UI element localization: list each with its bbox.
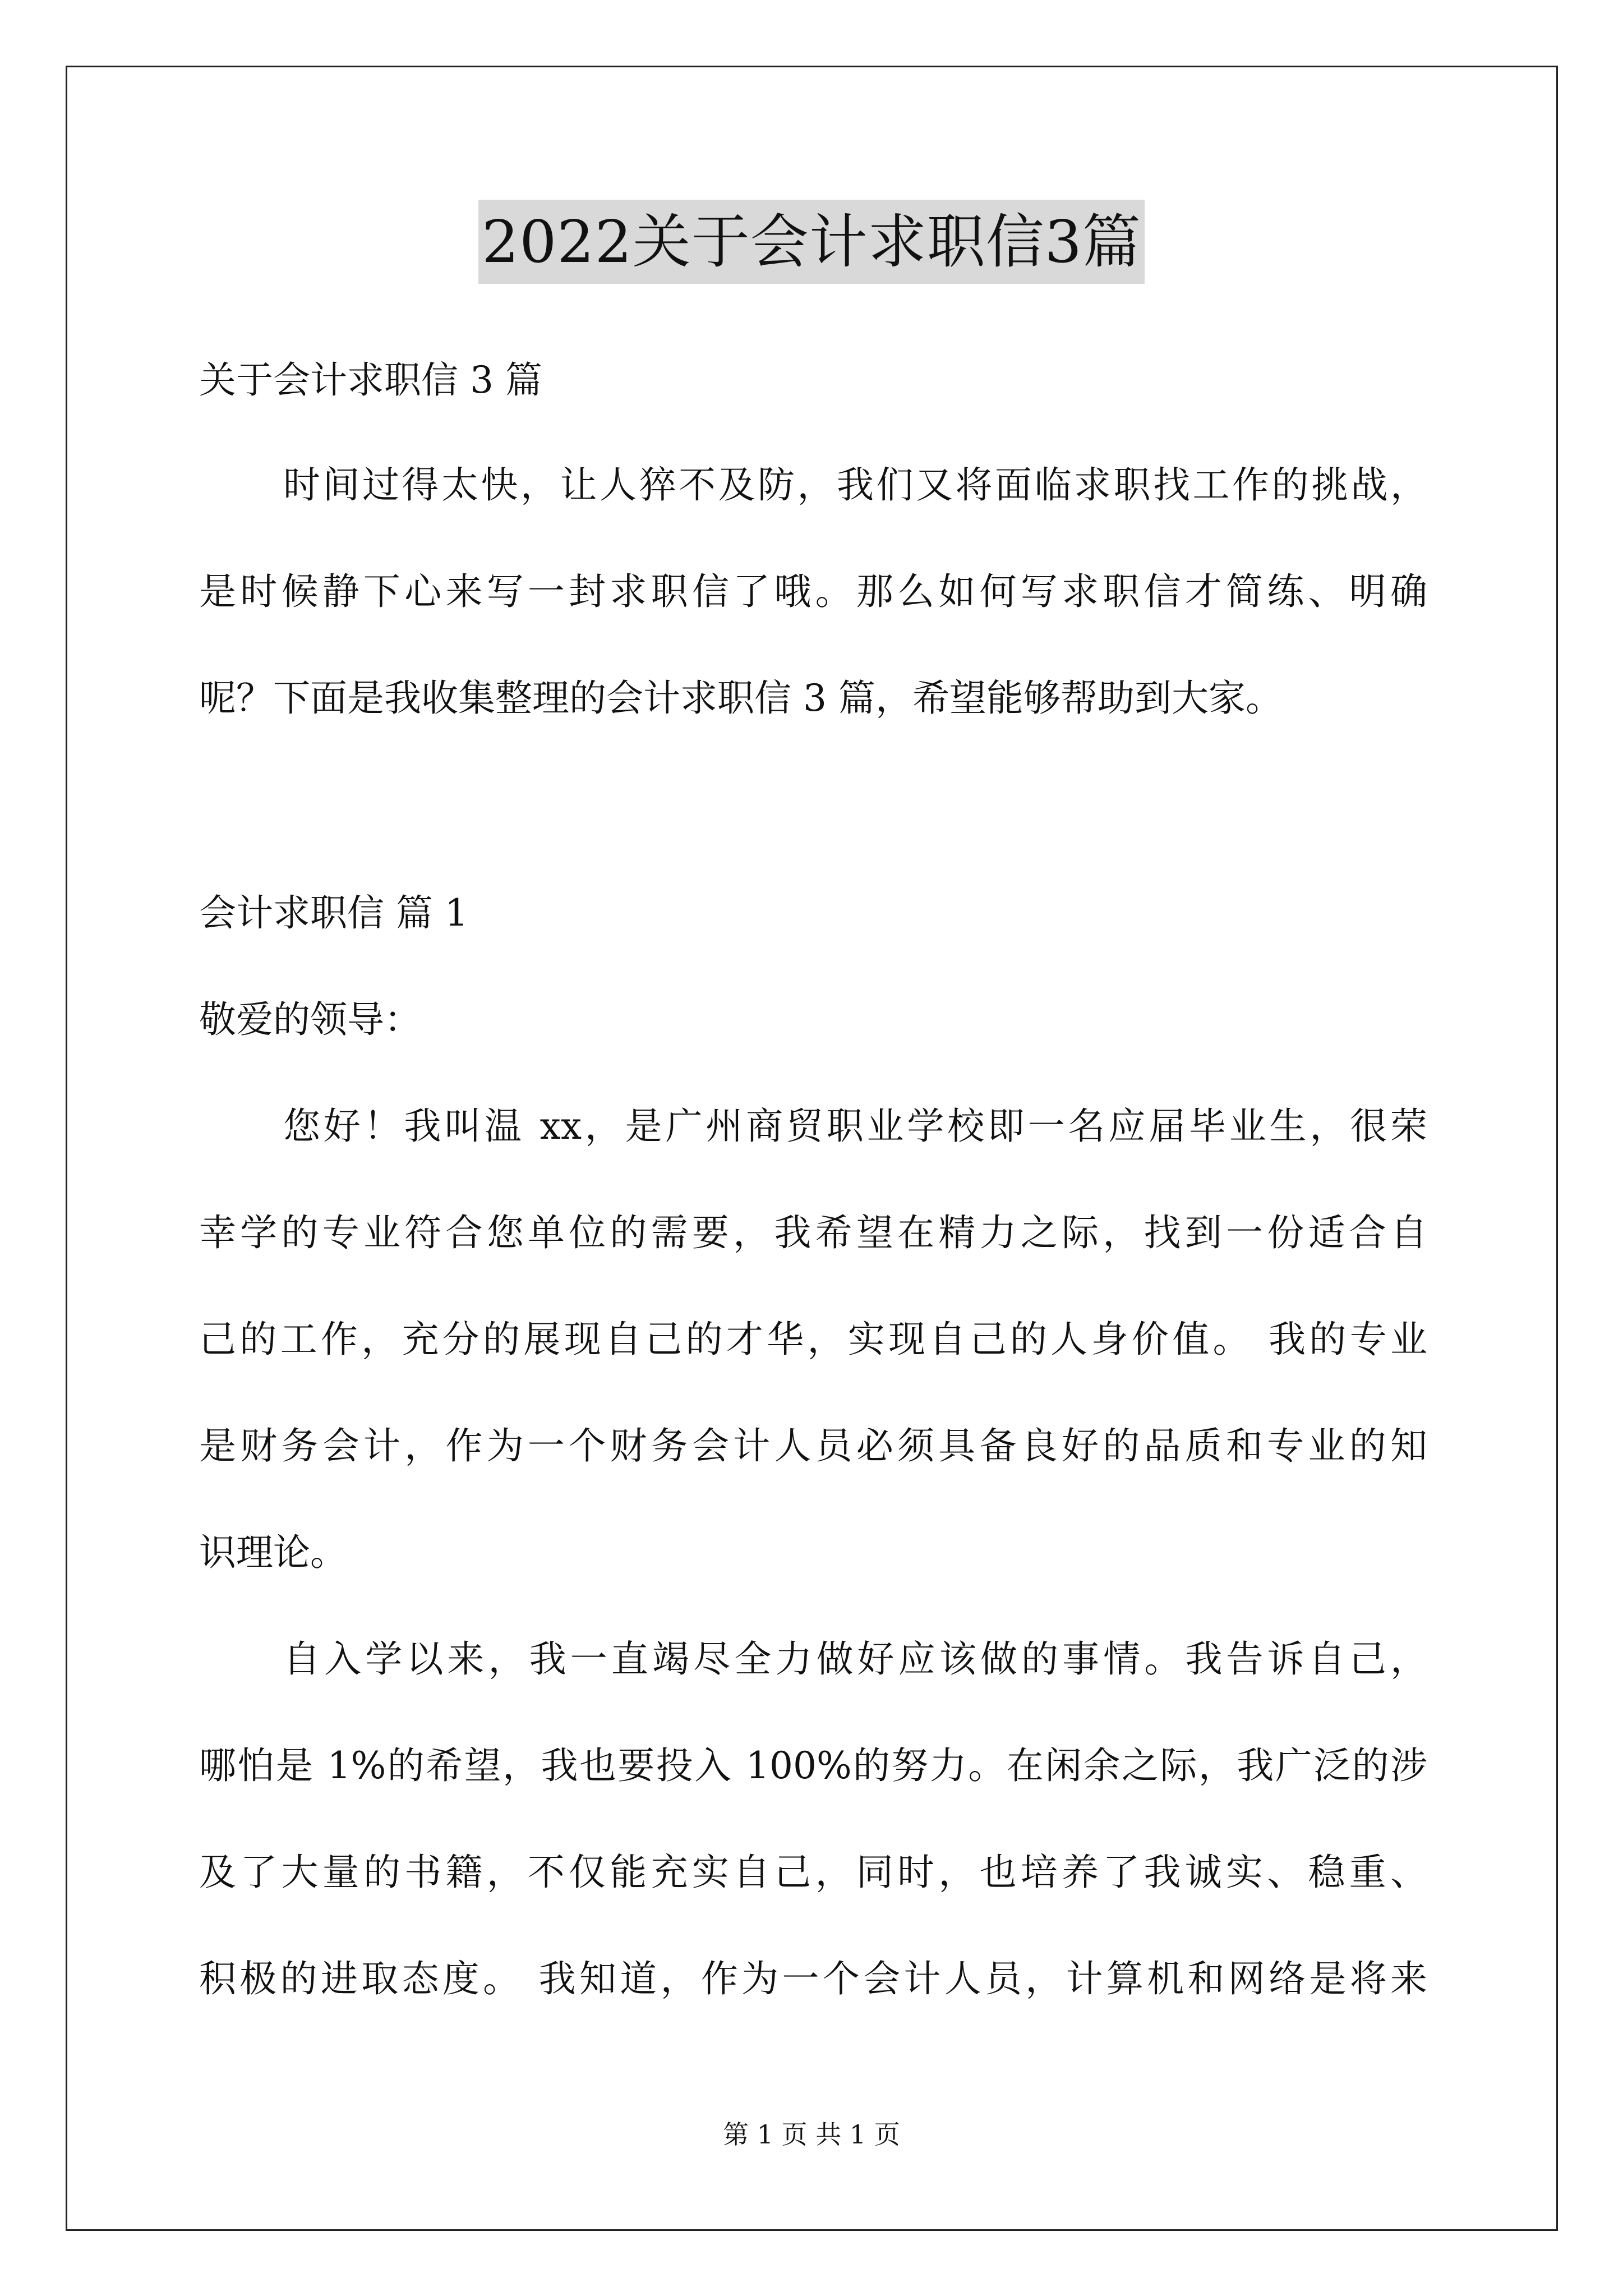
body-line: 及了大量的书籍，不仅能充实自己，同时，也培养了我诚实、稳重、 (199, 1851, 1427, 1894)
body-line: 是财务会计，作为一个财务会计人员必须具备良好的品质和专业的知 (199, 1424, 1427, 1467)
body-line: 己的工作，充分的展现自己的才华，实现自己的人身价值。 我的专业 (199, 1318, 1427, 1361)
body-line: 识理论。 (199, 1531, 347, 1574)
intro-line: 呢？下面是我收集整理的会计求职信 3 篇，希望能够帮助到大家。 (199, 677, 1283, 720)
intro-line: 是时候静下心来写一封求职信了哦。那么如何写求职信才简练、明确 (199, 570, 1427, 613)
document-title: 2022关于会计求职信3篇 (478, 200, 1145, 284)
intro-line: 时间过得太快，让人猝不及防，我们又将面临求职找工作的挑战， (283, 463, 1427, 507)
body-line: 幸学的专业符合您单位的需要，我希望在精力之际，找到一份适合自 (199, 1211, 1427, 1254)
document-subtitle: 关于会计求职信 3 篇 (199, 358, 542, 402)
page-footer: 第 1 页 共 1 页 (723, 2119, 900, 2150)
title-container (0, 200, 1623, 284)
body-line: 您好！我叫温 xx，是广州商贸职业学校即一名应届毕业生，很荣 (283, 1105, 1427, 1148)
section-heading: 会计求职信 篇 1 (199, 891, 468, 935)
salutation: 敬爱的领导： (199, 998, 421, 1041)
body-line: 积极的进取态度。 我知道，作为一个会计人员，计算机和网络是将来 (199, 1957, 1427, 2000)
body-line: 自入学以来，我一直竭尽全力做好应该做的事情。我告诉自己， (283, 1637, 1427, 1681)
body-line: 哪怕是 1%的希望，我也要投入 100%的努力。在闲余之际，我广泛的涉 (199, 1744, 1427, 1787)
